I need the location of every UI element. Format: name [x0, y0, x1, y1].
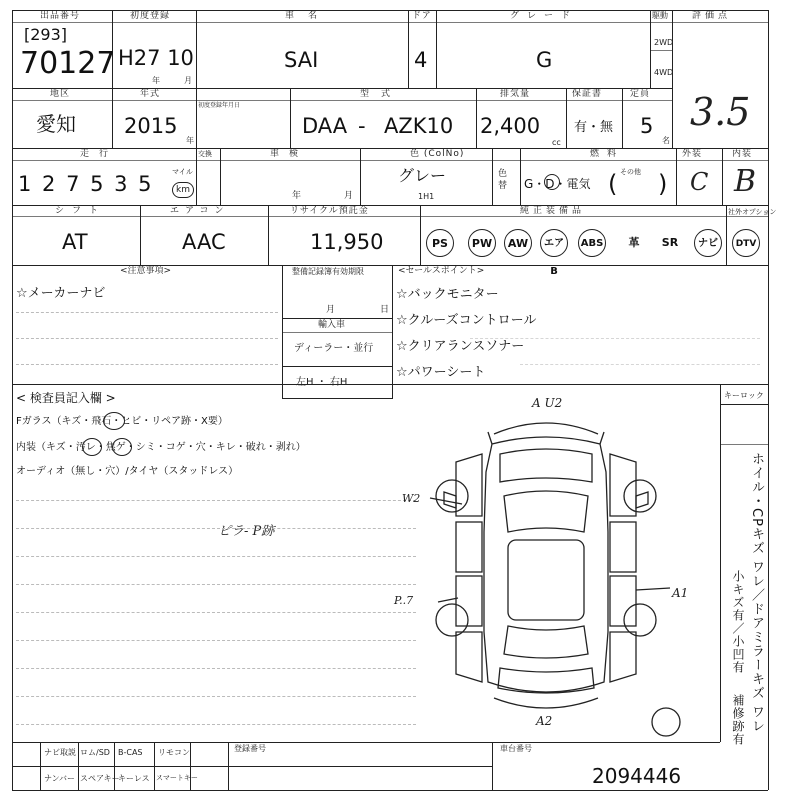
record-book-day: 日	[380, 305, 390, 315]
left-rear-fender	[456, 632, 482, 682]
fuel-g-circle	[544, 174, 560, 190]
right-front-fender	[610, 454, 636, 516]
left-front-fender	[456, 454, 482, 516]
model-year-value: 2015	[124, 114, 178, 138]
fuel-header: 燃料	[590, 149, 625, 159]
exterior-header: 外装	[682, 149, 703, 159]
lot-no-header: 出品番号	[40, 11, 81, 21]
car-body-outline	[484, 437, 608, 692]
fuel-value: G・D・電気	[524, 177, 591, 191]
exterior-value: C	[690, 168, 709, 196]
car-name-header: 車名	[285, 11, 332, 21]
windshield-outline	[504, 491, 588, 532]
left-rear-wheel	[436, 604, 468, 636]
frame-no-value: 2094446	[592, 764, 682, 788]
model-year-header: 年式	[140, 89, 161, 99]
right-front-door	[610, 522, 636, 572]
bottom-bcas: B-CAS	[118, 748, 143, 757]
displacement-header: 排気量	[500, 89, 531, 99]
equipment-navi: ナビ	[694, 229, 722, 257]
color-code: 1H1	[418, 192, 435, 201]
aircon-value: AAC	[182, 230, 226, 254]
left-rear-door	[456, 576, 482, 626]
equipment-header: 純正装備品	[520, 206, 586, 216]
bottom-number-plate: ナンバー	[44, 774, 76, 783]
mileage-unit: km	[172, 182, 194, 198]
equipment-leather: 革	[628, 236, 640, 249]
inspection-year-unit: 年	[292, 191, 302, 201]
lot-number: 70127	[20, 46, 116, 81]
fuel-other: その他	[620, 168, 641, 176]
right-rear-door	[610, 576, 636, 626]
aircon-header: エアコン	[170, 206, 230, 216]
right-rear-wheel	[624, 604, 656, 636]
capacity-header: 定員	[630, 89, 651, 99]
interior-header: 内装	[732, 149, 753, 159]
equipment-ps: PS	[426, 229, 454, 257]
sales-point-3: ☆クリアランスソナー	[396, 339, 525, 354]
mileage-unit-top: マイル	[172, 168, 193, 176]
first-reg-value: H27 10	[118, 46, 194, 70]
damage-mark-left-rear: P..7	[394, 594, 414, 607]
equipment-dtv: DTV	[732, 229, 760, 257]
left-front-door	[456, 522, 482, 572]
model-type-header: 型式	[360, 89, 403, 99]
vertical-note-2: 小キズ有／小凹有	[731, 570, 745, 674]
grade-header: グレード	[510, 11, 579, 21]
color-change-header: 色替	[498, 169, 508, 191]
equipment-sr: SR	[661, 236, 679, 249]
damage-mark-rear: A2	[536, 714, 553, 728]
inspection-month-unit: 月	[344, 191, 354, 201]
notes-item: ☆メーカーナビ	[16, 286, 106, 301]
mileage-header: 走行	[80, 149, 119, 159]
inspector-header: < 検査員記入欄 >	[16, 391, 116, 405]
damage-mark-front: A U2	[532, 396, 563, 410]
import-header: 輸入車	[318, 320, 346, 330]
meter-change-header: 交換	[198, 150, 212, 158]
equipment-airbag: エアB	[540, 229, 568, 257]
mileage-value: 1 2 7 5 3 5	[18, 172, 154, 196]
color-value: グレー	[398, 166, 447, 185]
score-value: 3.5	[690, 90, 751, 134]
record-book-header: 整備記録簿有効期限	[292, 267, 364, 276]
first-reg-unit-month: 月	[184, 76, 192, 85]
sales-points-header: <セールスポイント>	[398, 266, 485, 276]
grade-value: G	[536, 48, 553, 72]
score-header: 評価点	[692, 11, 732, 21]
car-damage-diagram	[396, 392, 716, 738]
record-book-month: 月	[326, 305, 336, 315]
rear-bumper-line	[494, 698, 598, 708]
damage-mark-left-front: W2	[402, 492, 421, 505]
hood-outline	[500, 449, 592, 482]
bottom-remote: リモコン	[158, 748, 190, 757]
option-equipment-header: 社外オプション	[728, 208, 777, 216]
recycle-value: 11,950	[310, 230, 384, 254]
equipment-abs: ABS	[578, 229, 606, 257]
reg-no-header: 登録番号	[234, 744, 266, 753]
bottom-navi-manual: ナビ取説	[44, 748, 76, 757]
warranty-value: 有・無	[574, 120, 614, 135]
shift-header: シフト	[55, 206, 107, 216]
key-lock-header: キーロック	[724, 391, 764, 400]
inspector-line-3: オーディオ（無し・穴）/タイヤ（スタッドレス）	[16, 466, 239, 477]
interior-mark-circle-1	[82, 438, 102, 456]
vertical-note-1: ホイル・CPキズ ワレ／ドアミラーキズ ワレ	[749, 452, 764, 734]
rear-window-outline	[504, 626, 588, 658]
sales-point-4: ☆パワーシート	[396, 365, 486, 380]
region-header: 地区	[50, 89, 71, 99]
model-type-dash: -	[358, 114, 366, 138]
damage-mark-right: A1	[672, 586, 689, 600]
fglass-mark-circle	[103, 412, 125, 430]
color-header: 色 (ColNo)	[410, 149, 465, 159]
sales-point-1: ☆バックモニター	[396, 287, 499, 302]
drive-header: 駆動	[652, 11, 668, 20]
lot-prefix: [293]	[24, 25, 68, 44]
import-handle: 左H ・ 右H	[296, 377, 348, 388]
equipment-aw: AW	[504, 229, 532, 257]
import-dealer: ディーラー・並行	[294, 343, 374, 354]
model-year-sub-header: 初度登録年月日	[198, 102, 241, 109]
inspector-line-1: Fガラス（キズ・飛石・ヒビ・リペア跡・X要）	[16, 416, 228, 427]
bottom-smart-key: スマートキー	[156, 774, 198, 782]
fuel-paren-close: )	[658, 170, 668, 198]
displacement-value: 2,400	[480, 114, 541, 138]
right-rear-fender	[610, 632, 636, 682]
first-reg-unit-year: 年	[152, 76, 160, 85]
inspection-header: 車検	[270, 149, 309, 159]
displacement-unit: cc	[552, 138, 561, 147]
bottom-keyless: キーレス	[118, 774, 150, 783]
front-bumper-line	[494, 423, 598, 434]
roof-outline	[508, 540, 584, 620]
inspector-line-2: 内装（キズ・汚レ・焦ゲ・シミ・コゲ・穴・キレ・破れ・剥れ）	[16, 442, 306, 453]
bottom-rom-sd: ロム/SD	[80, 748, 110, 757]
drive-4wd: 4WD	[654, 68, 674, 77]
warranty-header: 保証書	[572, 89, 603, 99]
car-name-value: SAI	[284, 48, 319, 72]
first-reg-header: 初度登録	[130, 11, 171, 21]
doors-header: ドア	[412, 11, 432, 21]
recycle-header: リサイクル預託金	[290, 206, 369, 216]
frame-no-header: 車台番号	[500, 744, 532, 753]
inspector-handwritten: ピラ- P跡	[218, 524, 275, 539]
drive-2wd: 2WD	[654, 38, 674, 47]
fuel-paren-open: (	[608, 170, 618, 198]
region-value: 愛知	[36, 112, 76, 136]
vertical-note-3: 補修跡有	[731, 694, 745, 746]
interior-value: B	[734, 164, 757, 199]
model-type-prefix: DAA	[302, 114, 348, 138]
shift-value: AT	[62, 230, 88, 254]
capacity-value: 5	[640, 114, 654, 138]
interior-mark-circle-2	[112, 438, 132, 456]
model-year-unit: 年	[186, 136, 194, 145]
bottom-spare-key: スペアキー	[80, 774, 120, 783]
capacity-unit: 名	[662, 136, 670, 145]
sales-point-2: ☆クルーズコントロール	[396, 313, 537, 328]
equipment-pw: PW	[468, 229, 496, 257]
doors-value: 4	[414, 48, 428, 72]
notes-header: <注意事項>	[120, 266, 172, 276]
spare-wheel	[652, 708, 680, 736]
model-type-value: AZK10	[384, 114, 454, 138]
